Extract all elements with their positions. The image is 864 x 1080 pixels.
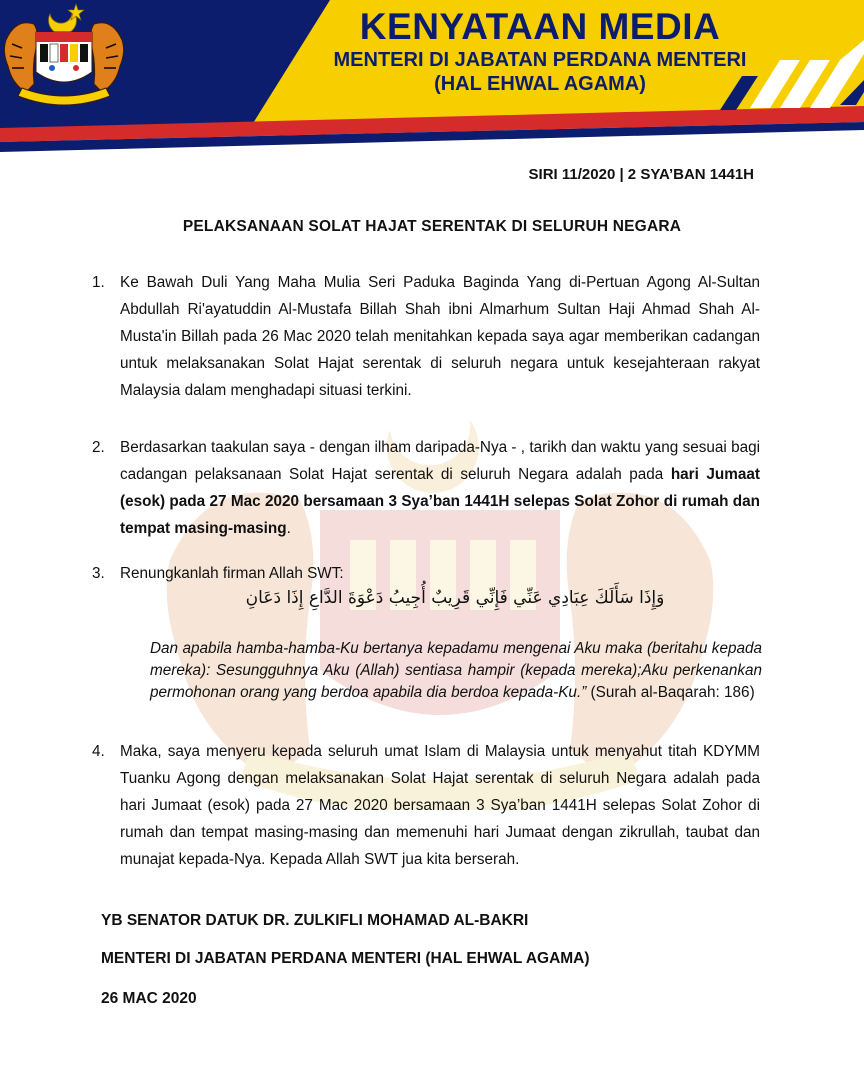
list-item-3 bbox=[92, 560, 760, 587]
signatory-name: YB SENATOR DATUK DR. ZULKIFLI MOHAMAD AL-BAKRI bbox=[101, 912, 529, 929]
statement-date: 26 MAC 2020 bbox=[101, 990, 197, 1007]
item-number: 2. bbox=[92, 439, 105, 456]
signatory-position: MENTERI DI JABATAN PERDANA MENTERI (HAL EHWAL AGAMA) bbox=[101, 950, 590, 967]
header-text-block bbox=[280, 6, 800, 96]
item-number: 3. bbox=[92, 565, 105, 582]
item-text-bold: hari Jumaat (esok) pada 27 Mac 2020 bersamaan 3 Sya’ban 1441H selepas Solat Zohor di rumah dan tempat masing-masing bbox=[120, 466, 760, 537]
item-number: 4. bbox=[92, 743, 105, 760]
item-text: Renungkanlah firman Allah SWT: bbox=[120, 565, 344, 582]
quran-verse-translation bbox=[150, 638, 762, 704]
list-item-2 bbox=[92, 434, 760, 542]
header-banner bbox=[0, 0, 864, 152]
item-text: Ke Bawah Duli Yang Maha Mulia Seri Paduka Baginda Yang di-Pertuan Agong Al-Sultan Abdullah Ri'ayatuddin Al-Mustafa Billah Shah ibni Almarhum Sultan Haji Ahmad Shah Al-Musta'in Billah pada 26 Mac 2020 telah menitahkan kepada saya agar memberikan cadangan untuk melaksanakan Solat Hajat serentak di seluruh negara untuk kesejahteraan rakyat Malaysia dalam menghadapi situasi terkini. bbox=[120, 274, 760, 399]
item-text-normal: Berdasarkan taakulan saya - dengan ilham daripada-Nya - , tarikh dan waktu yang sesuai bagi cadangan pelaksanaan Solat Hajat serentak di seluruh Negara adalah pada bbox=[120, 439, 760, 483]
item-text: Maka, saya menyeru kepada seluruh umat Islam di Malaysia untuk menyahut titah KDYMM Tuanku Agong dengan melaksanakan Solat Hajat serentak di seluruh Negara adalah pada hari Jumaat (esok) pada 27 Mac 2020 bersamaan 3 Sya’ban 1441H selepas Solat Zohor di rumah dan tempat masing-masing dan memenuhi hari Jumaat dengan zikrullah, taubat dan munajat kepada-Nya. Kepada Allah SWT jua kita berserah. bbox=[120, 743, 760, 868]
quran-verse-arabic: وَإِذَا سَأَلَكَ عِبَادِي عَنِّي فَإِنِّي قَرِيبٌ أُجِيبُ دَعْوَةَ الدَّاعِ إِذَا دَعَانِ bbox=[245, 588, 665, 608]
header-subtitle-line2: (HAL EHWAL AGAMA) bbox=[434, 73, 646, 95]
document-title: PELAKSANAAN SOLAT HAJAT SERENTAK DI SELURUH NEGARA bbox=[182, 218, 682, 235]
list-item-4 bbox=[92, 738, 760, 873]
series-reference: SIRI 11/2020 | 2 SYA’BAN 1441H bbox=[528, 166, 754, 183]
header-title: KENYATAAN MEDIA bbox=[359, 6, 721, 47]
header-subtitle-line1: MENTERI DI JABATAN PERDANA MENTERI bbox=[333, 49, 747, 71]
item-number: 1. bbox=[92, 274, 105, 291]
item-text bbox=[120, 434, 760, 542]
coat-of-arms-logo bbox=[0, 0, 128, 108]
item-text-end: . bbox=[286, 520, 291, 537]
translation-reference: (Surah al-Baqarah: 186) bbox=[586, 684, 755, 701]
list-item-1 bbox=[92, 269, 760, 404]
translation-italic: Dan apabila hamba-hamba-Ku bertanya kepadamu mengenai Aku maka (beritahu kepada mereka): Sesungguhnya Aku (Allah) sentiasa hampir (kepada mereka);Aku perkenankan permohonan orang yang berdoa apabila dia berdoa kepada-Ku.” bbox=[150, 640, 762, 701]
